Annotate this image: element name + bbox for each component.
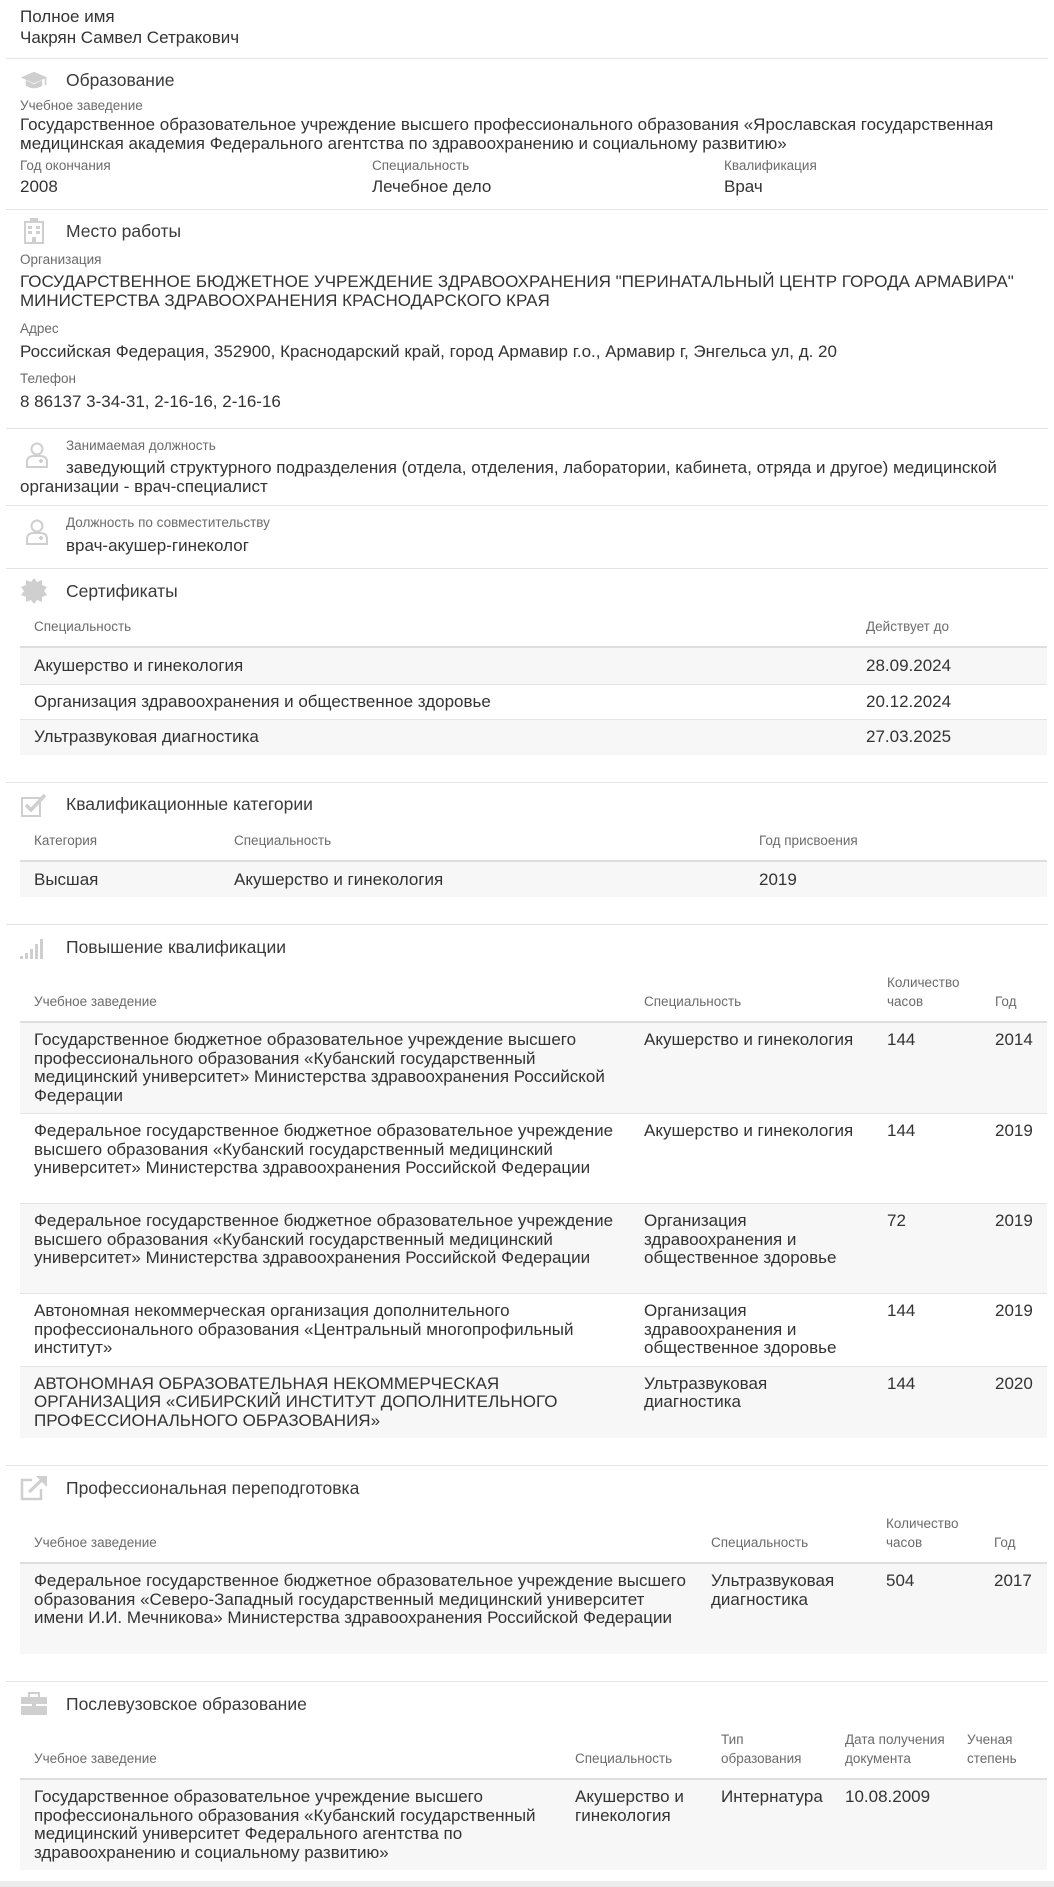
retraining-header (20, 1474, 1048, 1502)
education-qualification (724, 158, 1054, 197)
qualification-label: Квалификация (724, 158, 817, 173)
specialty-value: Лечебное дело (372, 177, 492, 196)
position-value: заведующий структурного подразделения (отдела, отделения, лаборатории, кабинета, отряда и другое) медицинской организации - врач-специалист (20, 458, 997, 496)
education-details (20, 158, 1048, 197)
training-hours: 72 (873, 1204, 981, 1294)
full-name-label: Полное имя (20, 7, 115, 26)
graduation-year (20, 158, 372, 197)
category-value: Высшая (20, 861, 220, 898)
categories-header (20, 791, 1048, 819)
category-specialty: Акушерство и гинекология (220, 861, 745, 898)
table-row (20, 1563, 1047, 1654)
table-row (20, 1294, 1047, 1367)
training-specialty: Организация здравоохранения и общественное здоровье (630, 1204, 873, 1294)
year-label: Год окончания (20, 158, 111, 173)
doctor-icon (26, 519, 48, 545)
col-specialty: Специальность (20, 617, 852, 647)
retraining-title: Профессиональная переподготовка (66, 1477, 360, 1498)
certificates-section (0, 569, 1054, 605)
table-header-row (20, 1730, 1047, 1779)
training-year: 2019 (981, 1294, 1047, 1367)
col-year: Год (980, 1514, 1047, 1563)
col-institution: Учебное заведение (20, 1730, 561, 1779)
cert-valid-until: 20.12.2024 (852, 684, 1047, 720)
education-header (20, 66, 1048, 94)
postgraduate-specialty: Акушерство и гинекология (561, 1779, 707, 1870)
work-section (0, 210, 1054, 412)
external-link-icon (20, 1474, 48, 1502)
specialty-label: Специальность (372, 158, 470, 173)
postgraduate-header (20, 1690, 1048, 1718)
address-label: Адрес (20, 321, 59, 336)
training-institution: Федеральное государственное бюджетное образовательное учреждение высшего образования «Кубанский государственный медицинский университет» Министерства здравоохранения Российской Федерации (20, 1114, 630, 1204)
training-year: 2020 (981, 1366, 1047, 1438)
retraining-section (0, 1466, 1054, 1502)
cert-specialty: Ультразвуковая диагностика (20, 720, 852, 755)
advanced-training-header (20, 933, 1048, 961)
graduation-cap-icon (20, 66, 48, 94)
seal-icon (20, 577, 48, 605)
postgraduate-table (20, 1730, 1047, 1870)
col-year: Год (981, 973, 1047, 1022)
col-category: Категория (20, 831, 220, 861)
col-degree: Ученая степень (953, 1730, 1047, 1779)
training-institution: Государственное бюджетное образовательное учреждение высшего профессионального образования «Кубанский государственный медицинский университет» Министерства здравоохранения Российской Федерации (20, 1022, 630, 1114)
table-row (20, 861, 1047, 898)
certificates-header (20, 577, 1048, 605)
categories-table (20, 831, 1047, 898)
checkbox-icon (20, 791, 48, 819)
retraining-table (20, 1514, 1047, 1654)
col-valid-until: Действует до (852, 617, 1047, 647)
advanced-training-table (20, 973, 1047, 1438)
retraining-hours: 504 (872, 1563, 980, 1654)
work-title: Место работы (66, 220, 182, 241)
certificates-title: Сертификаты (66, 580, 178, 601)
retraining-year: 2017 (980, 1563, 1047, 1654)
position-label: Занимаемая должность (66, 438, 216, 453)
table-row (20, 647, 1047, 684)
briefcase-icon (20, 1690, 48, 1718)
col-type: Тип образования (707, 1730, 831, 1779)
postgraduate-degree (953, 1779, 1047, 1870)
col-date: Дата получения документа (831, 1730, 953, 1779)
training-specialty: Ультразвуковая диагностика (630, 1366, 873, 1438)
table-row (20, 1204, 1047, 1294)
training-hours: 144 (873, 1294, 981, 1367)
table-header-row (20, 973, 1047, 1022)
postgraduate-section (0, 1682, 1054, 1718)
secondary-position-section (0, 506, 1054, 556)
categories-section (0, 783, 1054, 819)
training-hours: 144 (873, 1022, 981, 1114)
categories-title: Квалификационные категории (66, 794, 313, 814)
education-title: Образование (66, 69, 175, 90)
training-year: 2019 (981, 1114, 1047, 1204)
table-row (20, 1779, 1047, 1870)
retraining-specialty: Ультразвуковая диагностика (697, 1563, 872, 1654)
signal-bars-icon (20, 933, 48, 961)
training-specialty: Организация здравоохранения и общественное здоровье (630, 1294, 873, 1367)
col-institution: Учебное заведение (20, 1514, 697, 1563)
organization-value: ГОСУДАРСТВЕННОЕ БЮДЖЕТНОЕ УЧРЕЖДЕНИЕ ЗДРАВООХРАНЕНИЯ "ПЕРИНАТАЛЬНЫЙ ЦЕНТР ГОРОДА АРМАВИРА" МИНИСТЕРСТВА ЗДРАВООХРАНЕНИЯ КРАСНОДАРСКОГО КРАЯ (20, 272, 1014, 310)
position-section (0, 429, 1054, 496)
address-value: Российская Федерация, 352900, Краснодарский край, город Армавир г.о., Армавир г, Энгельса ул, д. 20 (20, 342, 837, 361)
training-hours: 144 (873, 1366, 981, 1438)
training-institution: Федеральное государственное бюджетное образовательное учреждение высшего образования «Кубанский государственный медицинский университет» Министерства здравоохранения Российской Федерации (20, 1204, 630, 1294)
postgraduate-date: 10.08.2009 (831, 1779, 953, 1870)
table-row (20, 1022, 1047, 1114)
table-header-row (20, 617, 1047, 647)
training-hours: 144 (873, 1114, 981, 1204)
col-specialty: Специальность (220, 831, 745, 861)
col-institution: Учебное заведение (20, 973, 630, 1022)
qualification-value: Врач (724, 177, 763, 196)
advanced-training-title: Повышение квалификации (66, 936, 286, 957)
table-row (20, 1114, 1047, 1204)
footer-divider (0, 1881, 1054, 1887)
retraining-institution: Федеральное государственное бюджетное образовательное учреждение высшего образования «Северо-Западный государственный медицинский университет имени И.И. Мечникова» Министерства здравоохранения Российской Федерации (20, 1563, 697, 1654)
col-hours: Количество часов (872, 1514, 980, 1563)
cert-valid-until: 27.03.2025 (852, 720, 1047, 755)
table-row (20, 1366, 1047, 1438)
phone-value: 8 86137 3-34-31, 2-16-16, 2-16-16 (20, 392, 281, 411)
postgraduate-institution: Государственное образовательное учреждение высшего профессионального образования «Кубанский государственный медицинский университет Федерального агентства по здравоохранению и социальному развитию» (20, 1779, 561, 1870)
organization-label: Организация (20, 252, 102, 267)
phone-label: Телефон (20, 371, 77, 386)
education-specialty (372, 158, 724, 197)
training-institution: Автономная некоммерческая организация дополнительного профессионального образования «Центральный многопрофильный институт» (20, 1294, 630, 1367)
training-specialty: Акушерство и гинекология (630, 1022, 873, 1114)
col-specialty: Специальность (697, 1514, 872, 1563)
cert-specialty: Организация здравоохранения и общественное здоровье (20, 684, 852, 720)
secondary-position-label: Должность по совместительству (66, 515, 270, 530)
training-institution: АВТОНОМНАЯ ОБРАЗОВАТЕЛЬНАЯ НЕКОММЕРЧЕСКАЯ ОРГАНИЗАЦИЯ «СИБИРСКИЙ ИНСТИТУТ ДОПОЛНИТЕЛЬНОГО ПРОФЕССИОНАЛЬНОГО ОБРАЗОВАНИЯ» (20, 1366, 630, 1438)
advanced-training-section (0, 925, 1054, 961)
col-specialty: Специальность (561, 1730, 707, 1779)
training-year: 2014 (981, 1022, 1047, 1114)
cert-specialty: Акушерство и гинекология (20, 647, 852, 684)
training-specialty: Акушерство и гинекология (630, 1114, 873, 1204)
certificates-table (20, 617, 1047, 755)
col-year: Год присвоения (745, 831, 1047, 861)
postgraduate-title: Послевузовское образование (66, 1693, 307, 1714)
secondary-position-value: врач-акушер-гинеколог (66, 536, 249, 555)
institution-label: Учебное заведение (20, 98, 143, 113)
table-header-row (20, 831, 1047, 861)
training-year: 2019 (981, 1204, 1047, 1294)
table-row (20, 720, 1047, 755)
table-header-row (20, 1514, 1047, 1563)
education-section (0, 59, 1054, 197)
table-row (20, 684, 1047, 720)
full-name-value: Чакрян Самвел Сетракович (20, 28, 240, 47)
building-icon (20, 217, 48, 245)
category-year: 2019 (745, 861, 1047, 898)
col-specialty: Специальность (630, 973, 873, 1022)
institution-value: Государственное образовательное учреждение высшего профессионального образования «Ярославская государственная медицинская академия Федерального агентства по здравоохранению и социальному развитию» (20, 115, 994, 153)
postgraduate-type: Интернатура (707, 1779, 831, 1870)
year-value: 2008 (20, 177, 58, 196)
doctor-icon (26, 442, 48, 468)
cert-valid-until: 28.09.2024 (852, 647, 1047, 684)
work-header (20, 217, 1048, 245)
full-name-block (0, 0, 1054, 48)
col-hours: Количество часов (873, 973, 981, 1022)
